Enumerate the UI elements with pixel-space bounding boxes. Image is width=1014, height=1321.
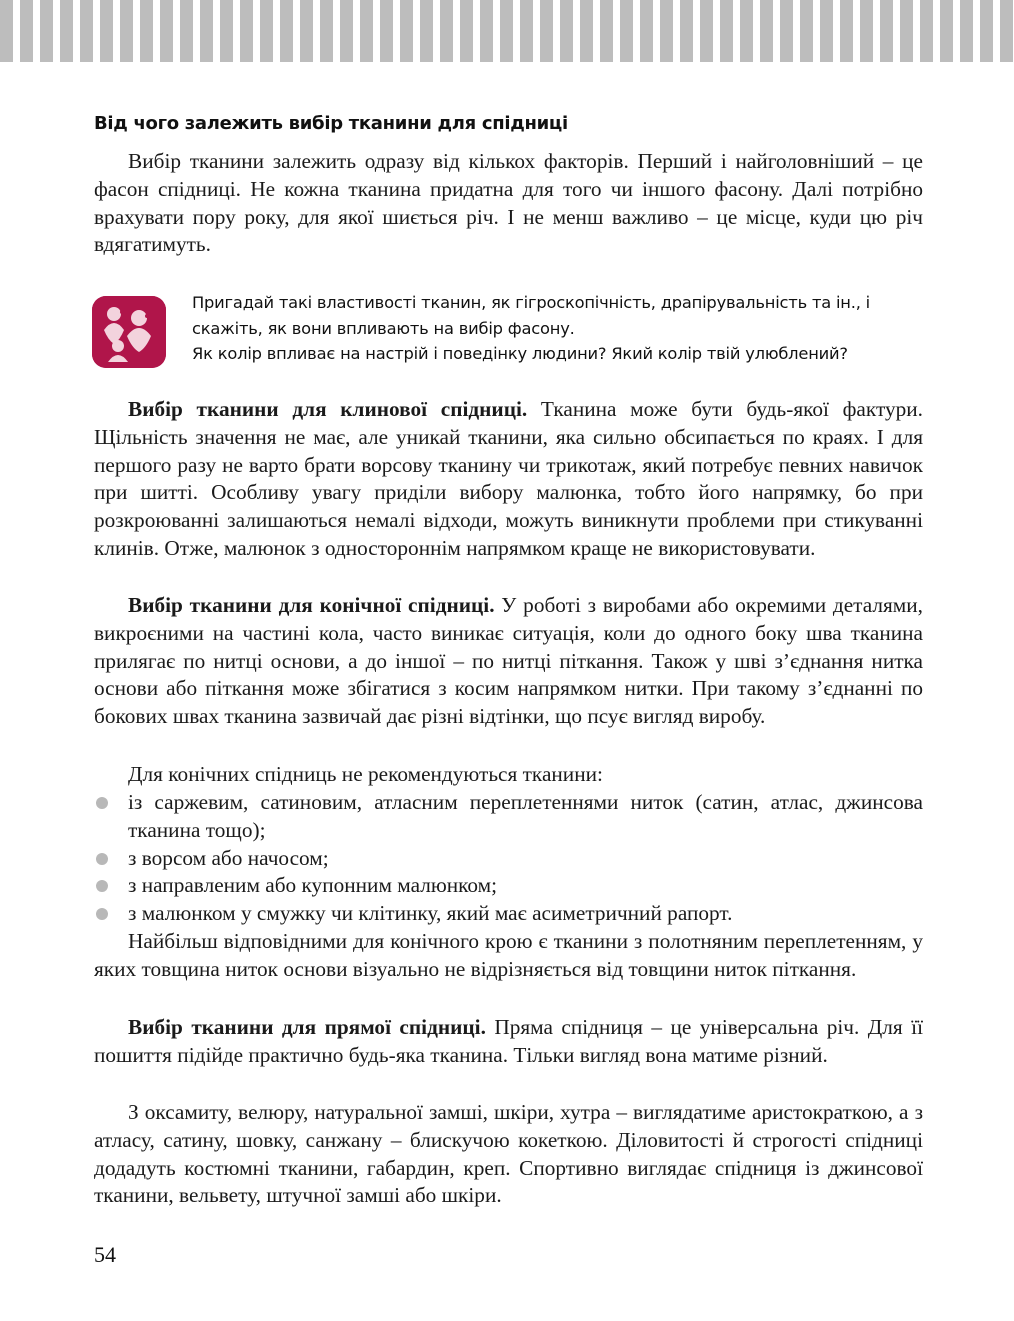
- top-stripe-decoration: [0, 0, 1014, 62]
- best-fabric-paragraph: [94, 928, 923, 984]
- page-number: 54: [94, 1242, 116, 1267]
- conical-skirt-text: У роботі з виробами або окремими деталями, викроєними на частині кола, часто виникає ситуація, коли до одного боку шва тканина прилягає по нитці основи, а до іншої – по нитці піткання. Також у шві з’єднання нитка основи або піткання може збігатися з косим напрямком нитки. При такому з’єднанні по бокових швах тканина зазвичай дає різні відтінки, що псує вигляд виробу.: [94, 593, 923, 729]
- last-paragraph: [94, 1099, 923, 1210]
- list-item-text: з малюнком у смужку чи клітинку, який має асиметричний рапорт.: [128, 901, 733, 926]
- wedge-skirt-title: Вибір тканини для клинової спідниці.: [128, 397, 528, 421]
- bullet-icon: [96, 880, 108, 892]
- note-line-1: Пригадай такі властивості тканин, як гігроскопічність, драпірувальність та ін., і скажіть, як вони впливають на вибір фасону.: [192, 293, 871, 338]
- straight-skirt-paragraph: [94, 1014, 923, 1070]
- note-line-2: Як колір впливає на настрій і поведінку людини? Який колір твій улюблений?: [192, 344, 848, 363]
- list-item: [94, 789, 923, 845]
- reflection-note: [192, 290, 923, 367]
- intro-paragraph: [94, 148, 923, 259]
- list-item-text: з направленим або купонним малюнком;: [128, 873, 498, 898]
- list-item-text: із саржевим, сатиновим, атласним переплетеннями ниток (сатин, атлас, джинсова тканина тощо);: [128, 790, 923, 842]
- thinking-figures-icon: [92, 296, 166, 368]
- wedge-skirt-text: Тканина може бути будь-якої фактури. Щільність значення не має, але уникай тканини, яка сильно обсипається по краях. І для першого разу не варто брати ворсову тканину чи трикотаж, який потребує певних навичок при шитті. Особливу увагу приділи вибору малюнка, тобто його напрямку, бо при розкроюванні залишаються немалі відходи, можуть виникнути проблеми при стикуванні клинів. Отже, малюнок з одностороннім напрямком краще не використовувати.: [94, 397, 923, 560]
- section-heading: Від чого залежить вибір тканини для спідниці: [94, 113, 568, 134]
- straight-skirt-text: Пряма спідниця – це універсальна річ. Для її пошиття підійде практично будь-яка тканина. Тільки вигляд вона матиме різний.: [94, 1015, 923, 1067]
- not-recommended-text: Для конічних спідниць не рекомендуються тканини:: [128, 762, 603, 786]
- wedge-skirt-paragraph: [94, 396, 923, 563]
- best-fabric-text: Найбільш відповідними для конічного крою є тканини з полотняним переплетенням, у яких товщина ниток основи візуально не відрізняється від товщини ниток піткання.: [94, 929, 923, 981]
- bullet-icon: [96, 797, 108, 809]
- conical-skirt-title: Вибір тканини для конічної спідниці.: [128, 593, 495, 617]
- last-paragraph-text: З оксамиту, велюру, натуральної замші, шкіри, хутра – виглядатиме аристократкою, а з атласу, сатину, шовку, санжану – блискучою кокеткою. Діловитості й строгості спідниці додадуть костюмні тканини, габардин, креп. Спортивно виглядає спідниця із джинсової тканини, вельвету, штучної замші або шкіри.: [94, 1100, 923, 1208]
- not-recommended-intro: [94, 761, 923, 789]
- list-item: [94, 900, 923, 928]
- intro-text: Вибір тканини залежить одразу від кількох факторів. Перший і найголовніший – це фасон спідниці. Не кожна тканина придатна для того чи іншого фасону. Далі потрібно врахувати пору року, для якої шиється річ. І не менш важливо – це місце, куди цю річ вдягатимуть.: [94, 149, 923, 257]
- conical-skirt-paragraph: [94, 592, 923, 731]
- straight-skirt-title: Вибір тканини для прямої спідниці.: [128, 1015, 486, 1039]
- list-item: [94, 872, 923, 900]
- list-item: [94, 845, 923, 873]
- not-recommended-list: [94, 789, 923, 928]
- bullet-icon: [96, 908, 108, 920]
- bullet-icon: [96, 853, 108, 865]
- list-item-text: з ворсом або начосом;: [128, 845, 329, 870]
